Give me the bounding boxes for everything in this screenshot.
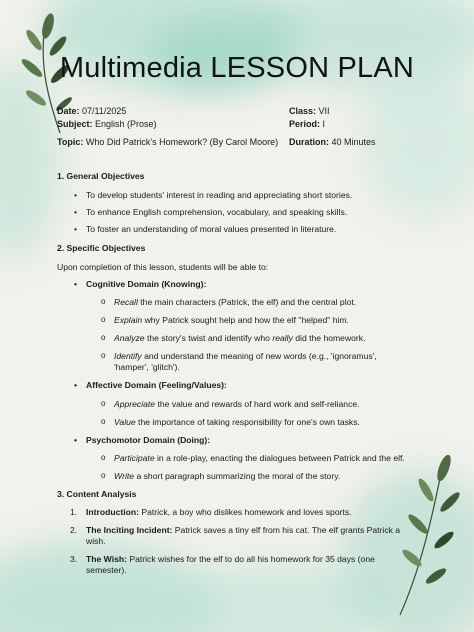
topic-label: Topic: [57,137,84,147]
page-title: Multimedia LESSON PLAN [59,52,415,84]
item-number: 3. [70,554,78,564]
period-value: I [322,119,326,129]
psychomotor-domain-label: • Psychomotor Domain (Doing): [86,435,210,446]
specific-objectives-intro: Upon completion of this lesson, students will be able to: [57,262,269,272]
list-item: • To develop students' interest in reading and appreciating short stories. [86,190,416,201]
item-text: and understand the meaning of new words (e.g., 'ignoramus', [141,351,377,361]
class-field [289,106,330,116]
list-item: • To foster an understanding of moral values presented in literature. [86,224,416,235]
verb: Value [114,417,136,427]
item-text: Patrick wishes for the elf to do all his homework for 35 days (one [126,554,375,564]
verb: Identify [114,351,142,361]
verb: Analyze [114,333,145,343]
item-number: 1. [70,507,78,517]
list-item [70,525,406,546]
affective-domain-label: • Affective Domain (Feeling/Values): [86,380,227,391]
item-text: did the homework. [292,333,366,343]
content-analysis-heading: 3. Content Analysis [57,489,137,499]
specific-objectives-heading: 2. Specific Objectives [57,243,146,253]
verb: Recall [114,297,138,307]
list-item [114,453,424,464]
item-text: why Patrick sought help and how the elf "helped" him. [142,315,349,325]
item-label: Introduction: [86,507,139,517]
duration-value: 40 Minutes [331,137,376,147]
period-label: Period: [289,119,321,129]
item-text: in a role-play, enacting the dialogues between Patrick and the elf. [154,453,405,463]
topic-field [57,137,278,147]
period-field [289,119,325,129]
list-item [114,297,414,308]
item-text: the value and rewards of hard work and self-reliance. [155,399,360,409]
item-label: The Wish: [86,554,127,564]
verb: Participate [114,453,155,463]
list-item [114,351,414,372]
verb: Write [114,471,135,481]
list-item [114,399,414,410]
item-text: the story's twist and identify who [144,333,273,343]
list-item [114,471,414,482]
verb: Explain [114,315,143,325]
topic-value: Who Did Patrick's Homework? (By Carol Moore) [85,137,279,147]
item-text: the importance of taking responsibility for one's own tasks. [135,417,360,427]
item-number: 2. [70,525,78,535]
item-text: semester). [86,564,127,575]
duration-field [289,137,376,147]
subject-field [57,119,157,129]
item-text: 'hamper', 'glitch'). [114,361,180,372]
verb: Appreciate [114,399,156,409]
cognitive-domain-label: • Cognitive Domain (Knowing): [86,279,206,290]
item-text: a short paragraph summarizing the moral of the story. [134,471,341,481]
subject-label: Subject: [57,119,93,129]
list-item: • To enhance English comprehension, vocabulary, and speaking skills. [86,207,416,218]
item-text: Patrick, a boy who dislikes homework and loves sports. [138,507,352,517]
class-label: Class: [289,106,317,116]
item-text: wish. [86,535,106,546]
item-text: Patrick saves a tiny elf from his cat. The elf grants Patrick a [172,525,401,535]
class-value: VII [318,106,330,116]
subject-value: English (Prose) [95,119,157,129]
date-label: Date: [57,106,80,116]
list-item [70,507,406,518]
date-value: 07/11/2025 [82,106,127,116]
date-field [57,106,126,116]
list-item [114,333,414,344]
list-item [114,417,414,428]
general-objectives-heading: 1. General Objectives [57,171,145,181]
list-item [70,554,406,575]
duration-label: Duration: [289,137,329,147]
item-text: the main characters (Patrick, the elf) and the central plot. [137,297,357,307]
list-item [114,315,414,326]
emphasis: really [272,333,293,343]
item-label: The Inciting Incident: [86,525,173,535]
